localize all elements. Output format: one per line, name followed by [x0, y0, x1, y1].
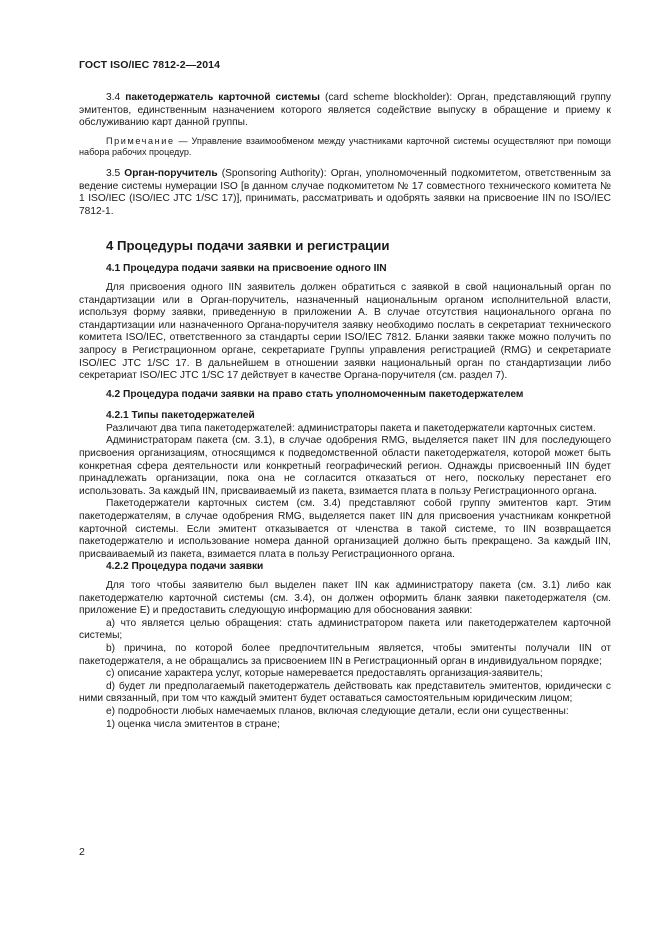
definition-text: (Sponsoring Authority): Орган, уполномоченный подкомитетом, ответственным за ведение системы нумерации ISO [в данном случае подкомитетом № 17 совместного технического комитета № 1 ISO/IEC (ISO/IEC JTC 1/SC 17)], принимать, рассматривать и одобрять заявки на присвоение IIN по ISO/IEC 7812-1.: [79, 167, 611, 217]
paragraph-4-2-1-a: Различают два типа пакетодержателей: администраторы пакета и пакетодержатели карточных систем.: [106, 422, 596, 434]
list-item-e-1: 1) оценка числа эмитентов в стране;: [106, 718, 280, 730]
paragraph-4-1: Для присвоения одного IIN заявитель должен обратиться с заявкой в свой национальный орган по стандартизации или в Орган-поручитель, назначенный национальным органом исполнительной власти, используя форму заявки, приведенную в приложении А. В случае отсутствия национального органа по стандартизации или назначенного Органа-поручителя заявку необходимо послать в секретариат технического комитета ISO/IEC, ответственного за стандарты серии ISO/IEC 7812. Бланки заявки также можно получить по запросу в Регистрационном органе, секретариате Группы управления регистрацией (RMG) и секретариате ISO/IEC JTC 1/SC 17. В дальнейшем в отношении заявки национальный орган по стандартизации либо секретариат ISO/IEC JTC 1/SC 17 действует в качестве Органа-поручителя (см. раздел 7).: [79, 281, 611, 382]
page-body: [79, 92, 611, 731]
subsection-4-2-1-heading: 4.2.1 Типы пакетодержателей: [106, 410, 255, 422]
clause-number: 3.4: [106, 92, 121, 103]
list-item-b: b) причина, по которой более предпочтительным является, чтобы эмитенты получали IIN от пакетодержателя, а не обращались за присвоением IIN в Регистрационный орган в индивидуальном порядке;: [79, 642, 611, 667]
list-item-c: с) описание характера услуг, которые намеревается предоставлять организация-заявитель;: [106, 668, 543, 680]
section-4-heading: 4 Процедуры подачи заявки и регистрации: [106, 238, 390, 254]
list-item-e: е) подробности любых намечаемых планов, включая следующие детали, если они существенны:: [106, 705, 569, 717]
definition-3-5: [79, 168, 611, 218]
subsection-4-1-heading: 4.1 Процедура подачи заявки на присвоение одного IIN: [106, 263, 387, 275]
paragraph-4-2-2: Для того чтобы заявителю был выделен пакет IIN как администратору пакета (см. 3.1) либо как пакетодержателю карточной системы (см. 3.4), он должен оформить бланк заявки пакетодержателя (см. приложение Е) и предоставить следующую информацию для обоснования заявки:: [79, 580, 611, 617]
list-item-a: а) что является целью обращения: стать администратором пакета или пакетодержателем карточной системы;: [79, 617, 611, 642]
subsection-4-2-2-heading: 4.2.2 Процедура подачи заявки: [106, 561, 264, 573]
subsection-4-2-heading: 4.2 Процедура подачи заявки на право стать уполномоченным пакетодержателем: [106, 388, 524, 400]
running-header: ГОСТ ISO/IEC 7812-2—2014: [79, 59, 221, 71]
page-number: 2: [79, 846, 85, 858]
defined-term: пакетодержатель карточной системы: [125, 92, 320, 103]
definition-3-4: [79, 92, 611, 130]
paragraph-4-2-1-c: Пакетодержатели карточных систем (см. 3.4) представляют собой группу эмитентов карт. Этим пакетодержателям, в случае одобрения RMG, выделяется пакет IIN для присвоения участникам конкретной карточной системы. Если эмитент отказывается от членства в такой системе, то IIN возвращается пакетодержателю и использование номера данной организацией должно быть прекращено. За каждый IIN, присваиваемый из пакета, взимается плата в пользу Регистрационного органа.: [79, 498, 611, 560]
definition-text: (card scheme blockholder): Орган, представляющий группу эмитентов, единственным назначением которого является содействие выпуску в обращение и приему к обслуживанию карт данной группы.: [79, 92, 611, 129]
note-text: — Управление взаимообменом между участниками карточной системы осуществляют при помощи набора рабочих процедур.: [79, 135, 611, 158]
clause-number: 3.5: [106, 167, 121, 179]
list-item-d: d) будет ли предполагаемый пакетодержатель действовать как представитель эмитентов, юридически с ними связанный, при том что каждый эмитент будет оставаться самостоятельным юридическим лицом;: [79, 680, 611, 705]
note-label: Примечание: [106, 135, 175, 146]
paragraph-4-2-1-b: Администраторам пакета (см. 3.1), в случае одобрения RMG, выделяется пакет IIN для последующего присвоения организациям, относящимся к подведомственной области пакетодержателя, которой может быть конкретная сфера деятельности или конкретный географический регион. Однажды присвоенный IIN будет принадлежать организации, пока она не согласится отказаться от него, поскольку перестанет его использовать. За каждый IIN, присваиваемый из пакета, взимается плата в пользу Регистрационного органа.: [79, 435, 611, 497]
defined-term: Орган-поручитель: [124, 167, 218, 179]
note-3-4: [79, 136, 611, 159]
